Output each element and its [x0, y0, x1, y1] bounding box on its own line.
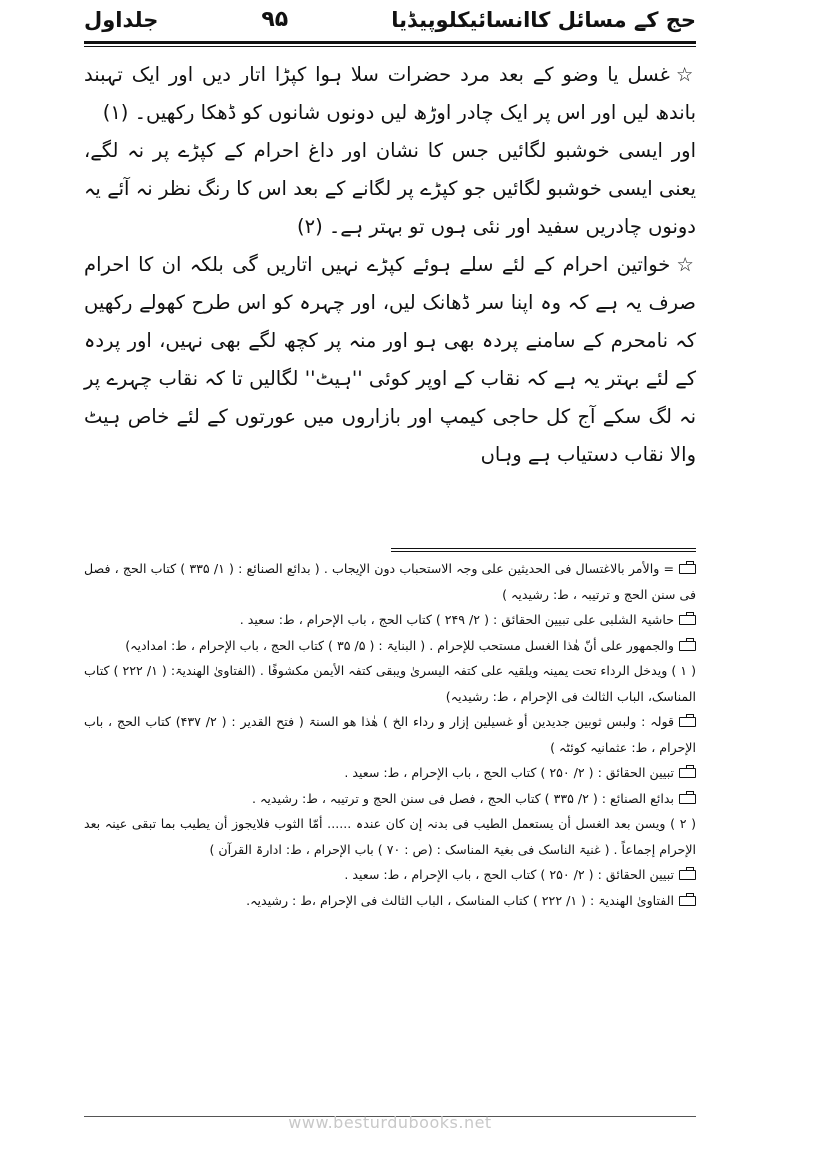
footnote-item: ( ۱ ) ویدخل الرداء تحت یمینہ ویلقیہ علی کتفہ الیسریٰ ویبقی کتفہ الأیمن مکشوفًا . (الفتاویٰ الھندیۃ: ( ۱/ ۲۲۲ ) کتاب المناسک، الباب الثالث فی الإحرام ، ط: رشیدیہ) [84, 663, 697, 704]
document-page [84, 0, 696, 1160]
footnote-item: ( ۲ ) ویسن بعد الغسل أن یستعمل الطیب فی بدنہ إن کان عندہ ...... أمّا الثوب فلایجوز أن یطیب بما تبقی عینہ بعد الإحرام إجماعاً . ( غنیۃ الناسک فی بغیۃ المناسک : (ص : ۷۰ ) باب الإحرام ، ط: ادارۃ القرآن ) [84, 816, 696, 857]
footnote-item: والجمھور علی أنّ ھٰذا الغسل مستحب للإحرام . ( البنایۃ : ( ۵/ ۳۵ ) کتاب الحج ، باب الإحرام ، ط: امدادیہ) [84, 633, 696, 659]
watermark: www.besturdubooks.net [288, 1113, 492, 1132]
footnote-item: تبیین الحقائق : ( ۲/ ۲۵۰ ) کتاب الحج ، باب الإحرام ، ط: سعید . [84, 862, 696, 888]
folder-icon [679, 615, 696, 625]
footnote-separator-thin [391, 551, 696, 552]
footnote-item: حاشیۃ الشلبی علی تبیین الحقائق : ( ۲/ ۲۴۹ ) کتاب الحج ، باب الإحرام ، ط: سعید . [84, 607, 696, 633]
footnote-item: قولہ : ولبس ثوبین جدیدین أو غسیلین إزار و رداء الخ ) ھٰذا ھو السنۃ ( فتح القدیر : ( ۲/ ۴۳۷) کتاب الحج ، باب الإحرام ، ط: عثمانیہ کوئٹہ ) [84, 714, 696, 755]
paragraph-perfume: اور ایسی خوشبو لگائیں جس کا نشان اور داغ احرام کے کپڑے پر نہ لگے، یعنی ایسی خوشبو لگائیں جو کپڑے پر لگانے کے بعد اس کا رنگ نظر نہ آئے یہ دونوں چادریں سفید اور نئی ہوں تو بہتر ہے۔ (۲) [84, 139, 696, 238]
volume-label: جلداول [84, 8, 159, 32]
footnote-separator [391, 548, 696, 549]
page-number: ۹۵ [261, 7, 289, 32]
footnote-item: بدائع الصنائع : ( ۲/ ۳۳۵ ) کتاب الحج ، فصل فی سنن الحج و ترتیبہ ، ط: رشیدیہ . [84, 786, 696, 812]
folder-icon [679, 641, 696, 651]
star-icon: ☆ [675, 63, 696, 86]
running-header [84, 0, 696, 40]
star-icon: ☆ [676, 253, 697, 276]
paragraph-women-ihram: ☆خواتین احرام کے لئے سلے ہوئے کپڑے نہیں اتاریں گی بلکہ ان کا احرام صرف یہ ہے کہ وہ اپنا سر ڈھانک لیں، اور چہرہ کو اس طرح کھولے رکھیں کہ نامحرم کے سامنے پردہ بھی ہو اور منہ پر کچھ لگے بھی نہیں، اور پردہ کے لئے بہتر یہ ہے کہ نقاب کے اوپر کوئی ''ہیٹ'' لگالیں تا کہ نقاب چہرے پر نہ لگ سکے آج کل حاجی کیمپ اور بازاروں میں عورتوں کے لئے خاص ہیٹ والا نقاب دستیاب ہے وہاں [84, 253, 697, 466]
main-text [84, 56, 696, 474]
folder-icon [679, 717, 696, 727]
folder-icon [679, 564, 696, 574]
footnotes [84, 556, 696, 913]
folder-icon [679, 768, 696, 778]
book-title: حج کے مسائل کاانسائیکلوپیڈیا [391, 8, 696, 32]
paragraph-men-ihram: ☆غسل یا وضو کے بعد مرد حضرات سلا ہوا کپڑا اتار دیں اور ایک تہبند باندھ لیں اور اس پر ایک چادر اوڑھ لیں دونوں شانوں کو ڈھکا رکھیں۔ (۱) [84, 63, 696, 124]
folder-icon [679, 870, 696, 880]
footnote-item: تبیین الحقائق : ( ۲/ ۲۵۰ ) کتاب الحج ، باب الإحرام ، ط: سعید . [84, 760, 696, 786]
folder-icon [679, 794, 696, 804]
folder-icon [679, 896, 696, 906]
footnote-item: = والأمر بالاغتسال فی الحدیثین علی وجہ الاستحباب دون الإیجاب . ( بدائع الصنائع : ( ۱/ ۳۳۵ ) کتاب الحج ، فصل فی سنن الحج و ترتیبہ ، ط: رشیدیہ ) [84, 561, 696, 602]
footnote-item: الفتاویٰ الھندیۃ : ( ۱/ ۲۲۲ ) کتاب المناسک ، الباب الثالث فی الإحرام ،ط : رشیدیہ. [84, 888, 696, 914]
header-rule [84, 41, 696, 44]
header-rule-thin [84, 46, 696, 47]
